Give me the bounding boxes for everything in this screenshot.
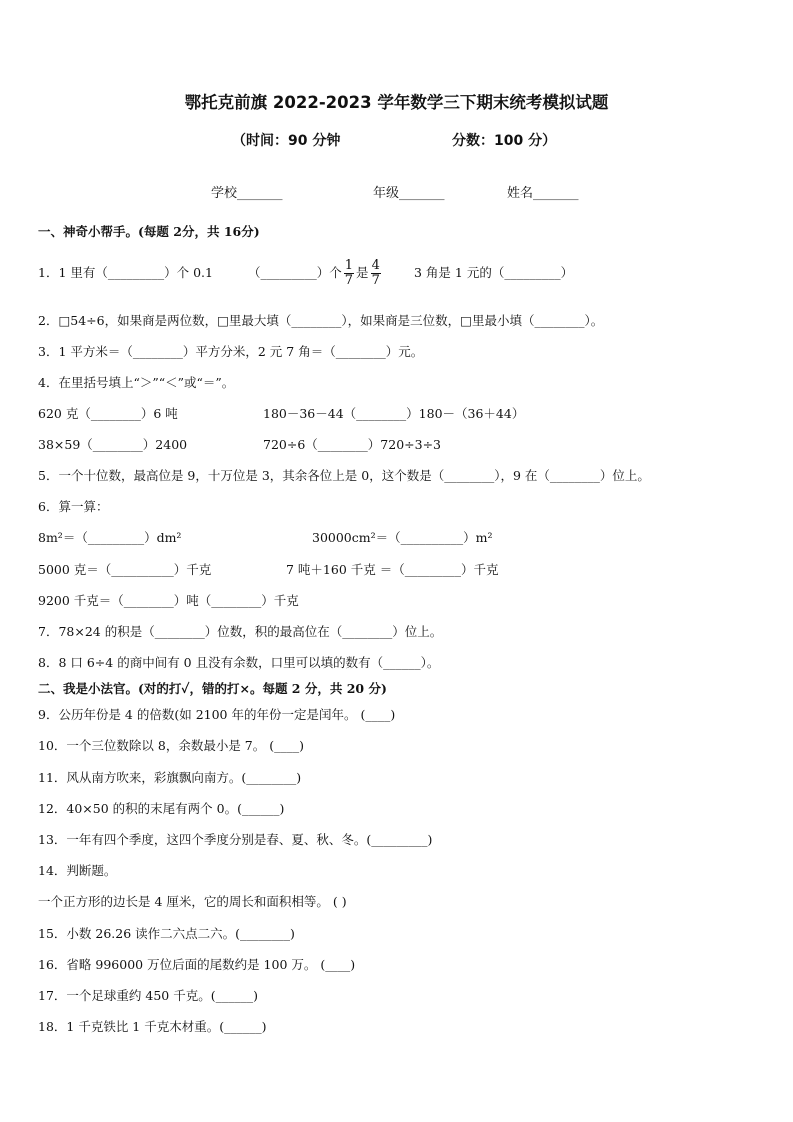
fraction-2-numerator: 4 bbox=[371, 258, 380, 273]
name-field: 姓名_______ bbox=[507, 186, 579, 201]
question-3: 3．1 平方米＝（________）平方分米，2 元 7 角＝（________）元。 bbox=[38, 344, 424, 359]
question-4-r1a: 620 克（________）6 吨 bbox=[38, 406, 178, 421]
exam-score: 分数：100 分） bbox=[452, 133, 557, 149]
fraction-1-numerator: 1 bbox=[344, 258, 354, 273]
question-7: 7．78×24 的积是（________）位数，积的最高位在（________）位上。 bbox=[38, 624, 443, 639]
question-6-r2b: 7 吨＋160 千克 ＝（_________）千克 bbox=[286, 562, 499, 577]
question-16: 16．省略 996000 万位后面的尾数约是 100 万。 (____) bbox=[38, 957, 356, 972]
grade-field: 年级_______ bbox=[373, 186, 445, 201]
question-4-r2a: 38×59（________）2400 bbox=[38, 437, 188, 452]
fraction-2-denominator: 7 bbox=[371, 273, 380, 288]
question-6-r1b: 30000cm²＝（__________）m² bbox=[312, 530, 493, 545]
question-2: 2．□54÷6，如果商是两位数，□里最大填（________），如果商是三位数，□里最小填（________）。 bbox=[38, 313, 604, 328]
question-14-statement: 一个正方形的边长是 4 厘米，它的周长和面积相等。 ( ) bbox=[38, 894, 347, 909]
question-4-r2b: 720÷6（________）720÷3÷3 bbox=[263, 437, 441, 452]
question-8: 8．8 口 6÷4 的商中间有 0 且没有余数，口里可以填的数有（______）。 bbox=[38, 655, 440, 670]
question-6: 6．算一算： bbox=[38, 499, 109, 514]
section1-heading: 一、神奇小帮手。(每题 2分，共 16分) bbox=[38, 224, 260, 239]
fraction-4-7 bbox=[371, 259, 381, 288]
question-15: 15．小数 26.26 读作二六点二六。(________) bbox=[38, 926, 295, 941]
question-1b-text: （_________）个 bbox=[248, 265, 342, 280]
exam-time: （时间：90 分钟 bbox=[232, 133, 341, 149]
exam-title: 鄂托克前旗 2022-2023 学年数学三下期末统考模拟试题 bbox=[184, 93, 609, 112]
fraction-1-denominator: 7 bbox=[344, 273, 354, 288]
school-field: 学校_______ bbox=[211, 186, 283, 201]
question-6-r2a: 5000 克＝（__________）千克 bbox=[38, 562, 212, 577]
question-6-r1a: 8m²＝（_________）dm² bbox=[38, 530, 182, 545]
question-5: 5．一个十位数，最高位是 9，十万位是 3，其余各位上是 0，这个数是（________），9 在（________）位上。 bbox=[38, 468, 650, 483]
question-10: 10．一个三位数除以 8，余数最小是 7。 (____) bbox=[38, 738, 304, 753]
question-11: 11．风从南方吹来，彩旗飘向南方。(________) bbox=[38, 770, 302, 785]
question-1a: 1．1 里有（_________）个 0.1 bbox=[38, 265, 213, 280]
question-9: 9．公历年份是 4 的倍数(如 2100 年的年份一定是闰年。 (____) bbox=[38, 707, 396, 722]
question-17: 17．一个足球重约 450 千克。(______) bbox=[38, 988, 258, 1003]
fraction-1-7 bbox=[344, 259, 354, 288]
question-4-r1b: 180－36－44（________）180－（36＋44） bbox=[263, 406, 525, 421]
question-14: 14．判断题。 bbox=[38, 863, 117, 878]
question-12: 12．40×50 的积的末尾有两个 0。(______) bbox=[38, 801, 285, 816]
question-1b-is: 是 bbox=[356, 265, 369, 280]
question-1b bbox=[248, 254, 383, 292]
question-13: 13．一年有四个季度，这四个季度分别是春、夏、秋、冬。(_________) bbox=[38, 832, 433, 847]
section2-heading: 二、我是小法官。(对的打✓，错的打×。每题 2 分，共 20 分) bbox=[38, 681, 387, 696]
question-6-r3: 9200 千克＝（________）吨（________）千克 bbox=[38, 593, 299, 608]
question-1c: 3 角是 1 元的（_________） bbox=[414, 265, 574, 280]
question-4: 4．在里括号填上“＞”“＜”或“＝”。 bbox=[38, 375, 235, 390]
question-18: 18．1 千克铁比 1 千克木材重。(______) bbox=[38, 1019, 267, 1034]
